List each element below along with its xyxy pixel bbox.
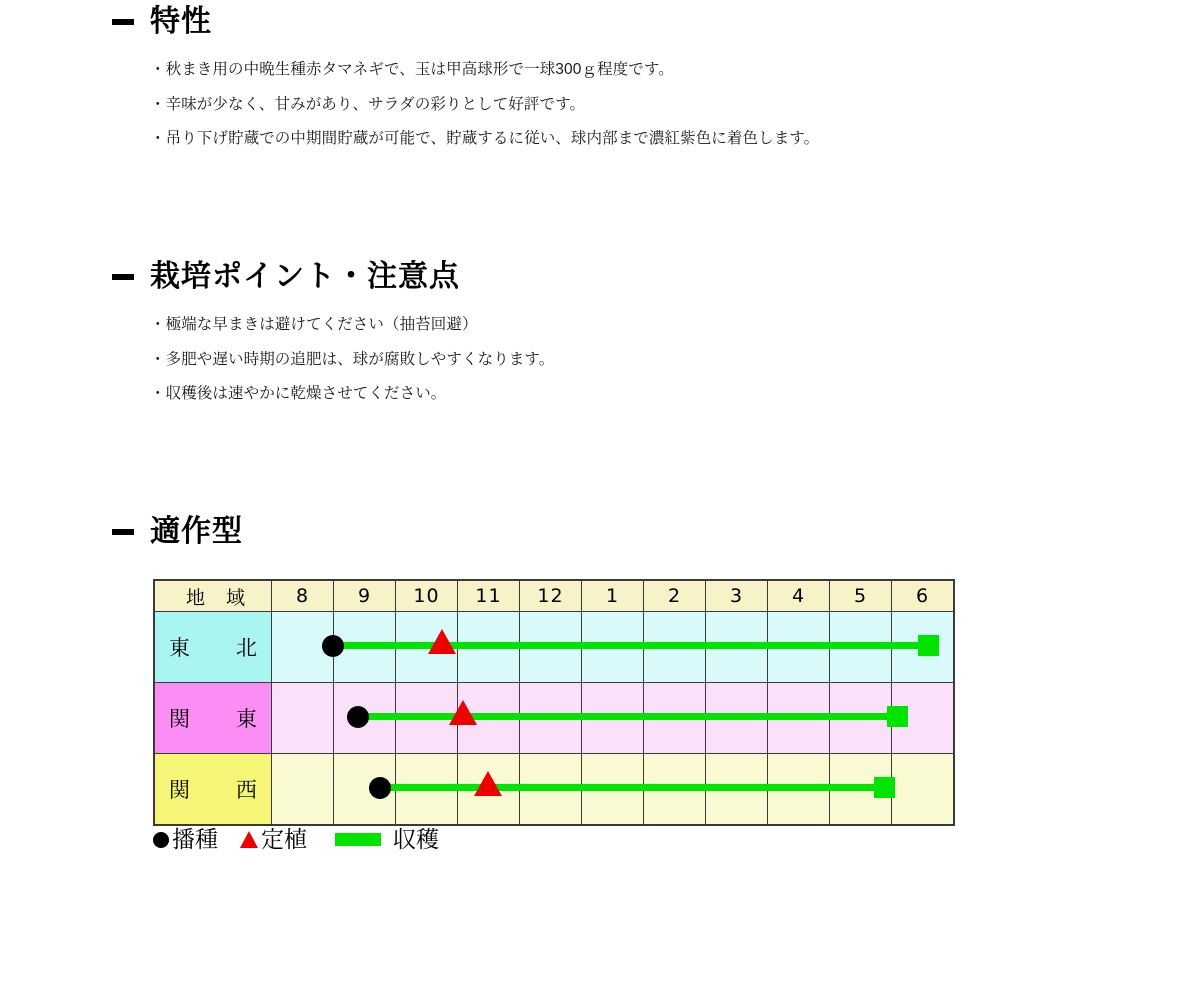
region-label-char: 関: [169, 779, 190, 802]
legend-entry-planting: [240, 828, 307, 851]
region-label-char: 東: [169, 637, 190, 660]
list-item: ・秋まき用の中晩生種赤タマネギで、玉は甲高球形で一球300ｇ程度です。: [150, 61, 674, 78]
bar-marker-icon: [335, 833, 381, 846]
region-label-cell: [154, 683, 272, 754]
heading-dash-icon: [112, 19, 134, 25]
month-cell: [706, 612, 768, 683]
crop-calendar: [153, 579, 955, 826]
table-row: [154, 754, 954, 826]
column-header-month: 6: [892, 580, 955, 612]
table-row: [154, 612, 954, 683]
page-title-suitable-crop-type: 適作型: [150, 515, 243, 548]
column-header-region: 地 域: [154, 580, 272, 612]
table-header-row: [154, 580, 954, 612]
section-heading-cultivation-points: [0, 255, 1200, 299]
month-cell: [272, 754, 334, 826]
legend-entry-sowing: [153, 828, 218, 851]
month-cell: [582, 754, 644, 826]
region-label-cell: [154, 612, 272, 683]
month-cell: [458, 612, 520, 683]
month-cell: [582, 612, 644, 683]
section-heading-characteristics: [0, 0, 1200, 44]
list-item: ・極端な早まきは避けてください（抽苔回避）: [150, 316, 478, 333]
triangle-marker-icon: [240, 831, 258, 848]
legend-entry-harvest: [329, 828, 439, 851]
column-header-month: 8: [272, 580, 334, 612]
table-row: [154, 683, 954, 754]
month-cell: [644, 612, 706, 683]
table-header: [154, 580, 954, 612]
column-header-month: 11: [458, 580, 520, 612]
legend-label-planting: 定植: [261, 826, 307, 852]
list-item: ・辛味が少なく、甘みがあり、サラダの彩りとして好評です。: [150, 95, 586, 113]
month-cell: [706, 683, 768, 754]
circle-marker-icon: [153, 832, 169, 848]
month-cell: [768, 612, 830, 683]
month-cell: [768, 754, 830, 826]
column-header-month: 4: [768, 580, 830, 612]
region-label-char: 西: [236, 779, 257, 802]
month-cell: [520, 612, 582, 683]
month-cell: [582, 683, 644, 754]
month-cell: [768, 683, 830, 754]
column-header-month: 5: [830, 580, 892, 612]
month-cell: [830, 754, 892, 826]
page-title-cultivation-points: 栽培ポイント・注意点: [150, 260, 460, 293]
month-cell: [892, 683, 955, 754]
section-characteristics: [0, 0, 1200, 166]
month-cell: [458, 754, 520, 826]
list-item: ・吊り下げ貯蔵での中期間貯蔵が可能で、貯蔵するに従い、球内部まで濃紅紫色に着色します。: [150, 130, 820, 147]
region-label-char: 北: [236, 637, 257, 660]
month-cell: [396, 754, 458, 826]
month-cell: [396, 683, 458, 754]
heading-dash-icon: [112, 529, 134, 535]
month-cell: [706, 754, 768, 826]
region-label-char: 関: [169, 708, 190, 731]
month-cell: [644, 683, 706, 754]
month-cell: [334, 612, 396, 683]
month-cell: [334, 683, 396, 754]
section-suitable-crop-type: [0, 510, 1200, 554]
month-cell: [892, 754, 955, 826]
month-cell: [644, 754, 706, 826]
month-cell: [520, 683, 582, 754]
crop-calendar-table: [153, 579, 955, 826]
month-cell: [272, 612, 334, 683]
column-header-month: 12: [520, 580, 582, 612]
month-cell: [830, 683, 892, 754]
column-header-month: 3: [706, 580, 768, 612]
legend-label-harvest: 収穫: [393, 826, 439, 852]
legend-label-sowing: 播種: [172, 826, 218, 852]
chart-legend: [153, 828, 461, 851]
table-body: [154, 612, 954, 826]
column-header-month: 2: [644, 580, 706, 612]
region-label-char: 東: [236, 708, 257, 731]
column-header-month: 9: [334, 580, 396, 612]
month-cell: [892, 612, 955, 683]
heading-dash-icon: [112, 274, 134, 280]
bullet-list-characteristics: [0, 62, 1200, 147]
column-header-month: 10: [396, 580, 458, 612]
month-cell: [830, 612, 892, 683]
month-cell: [272, 683, 334, 754]
column-header-month: 1: [582, 580, 644, 612]
bullet-list-cultivation-points: [0, 317, 1200, 402]
list-item: ・収穫後は速やかに乾燥させてください。: [150, 385, 447, 402]
section-heading-suitable-crop-type: [0, 510, 1200, 554]
month-cell: [396, 612, 458, 683]
section-cultivation-points: [0, 255, 1200, 421]
list-item: ・多肥や遅い時期の追肥は、球が腐敗しやすくなります。: [150, 350, 555, 368]
month-cell: [334, 754, 396, 826]
month-cell: [458, 683, 520, 754]
region-label-cell: [154, 754, 272, 826]
page-title-characteristics: 特性: [150, 5, 212, 38]
month-cell: [520, 754, 582, 826]
